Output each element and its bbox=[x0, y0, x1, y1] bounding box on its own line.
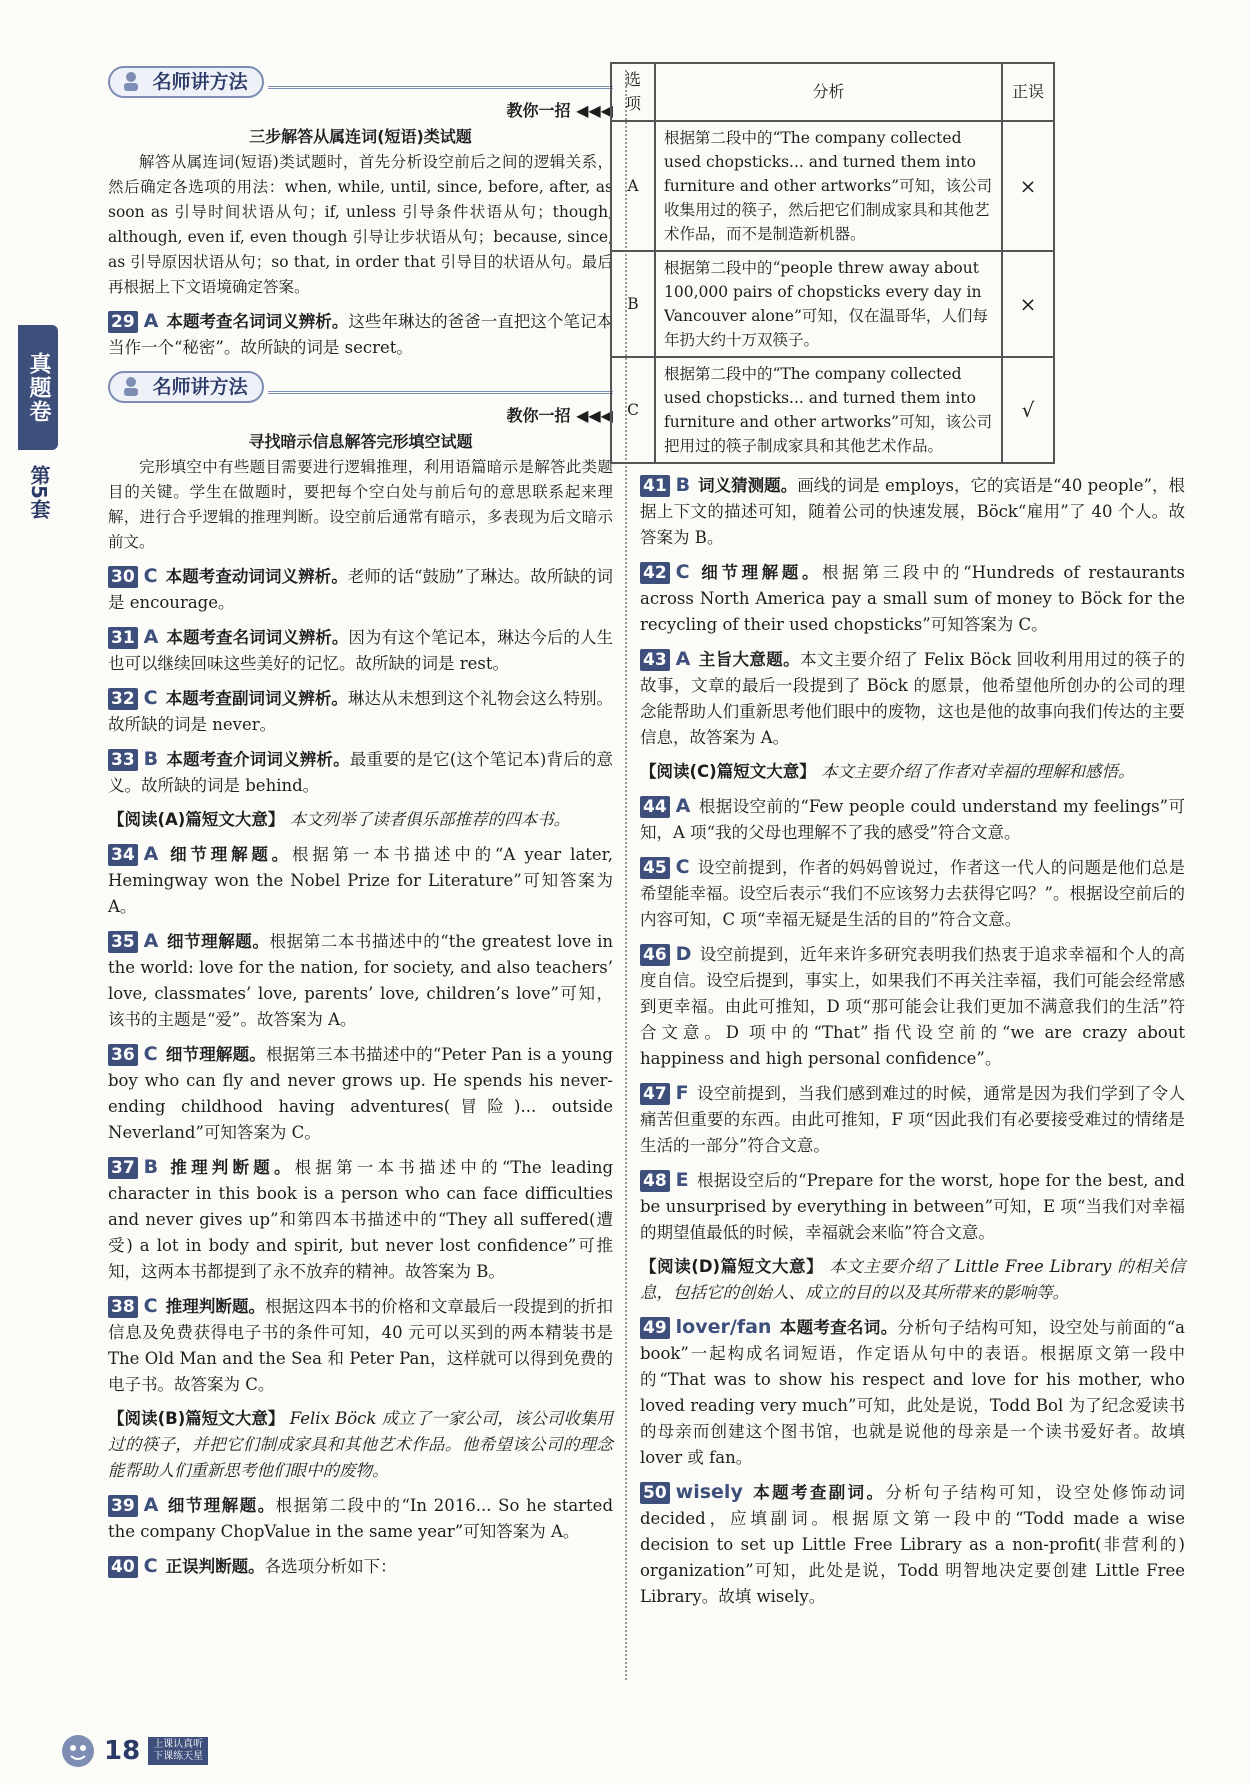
summary-text: 本文主要介绍了 Little Free Library 的相关信息，包括它的创始人、成立的目的以及其所带来的影响等。 bbox=[640, 1257, 1185, 1302]
q-explanation: 分析句子结构可知，设空处修饰动词 decided，应填副词。根据原文第一段中的“Todd made a wise decision to set up Little Free Library as a non-profit(非营利的) organization”可知，此处是说，Todd 明智地决定要创建 Little Free Library。故填 wisely。 bbox=[640, 1483, 1186, 1606]
q-number: 32 bbox=[108, 688, 138, 710]
tip1-teach: 教你一招 ◀◀◀ bbox=[506, 101, 613, 120]
q-explanation: 根据第一本书描述中的“The leading character in this book is a person who can face difficulties and never gives up”和第四本书描述中的“They all suffered(遭受) a lot in body and spirit, but never lost confidence”可推知，这两本书都提到了永不放弃的精神。故答案为 B。 bbox=[108, 1158, 614, 1281]
answer-29 bbox=[108, 308, 613, 361]
row-option: C bbox=[611, 357, 655, 463]
q-type: 词义猜测题。 bbox=[698, 476, 798, 495]
q-answer: C bbox=[143, 1295, 158, 1317]
q-number: 38 bbox=[108, 1296, 138, 1318]
q-number: 43 bbox=[640, 649, 670, 671]
q-answer: C bbox=[143, 565, 158, 587]
q-answer: B bbox=[143, 748, 159, 770]
q-type: 本题考查动词词义辨析。 bbox=[165, 567, 348, 586]
q-type: 细节理解题。 bbox=[697, 563, 823, 582]
summary-text: 本文主要介绍了作者对幸福的理解和感悟。 bbox=[820, 762, 1135, 781]
q-explanation: 分析句子结构可知，设空处与前面的“a book”一起构成名词短语，作定语从句中的表语。根据原文第一段中的“That was to show his respect and love for his mother, who loved reading very much”可知，此处是说，Todd Bol 为了纪念爱读书的母亲而创建这个图书馆，也就是说他的母亲是一个读书爱好者。故填 lover 或 fan。 bbox=[640, 1318, 1185, 1467]
tip1-title: 三步解答从属连词(短语)类试题 bbox=[249, 127, 472, 146]
q-type: 本题考查名词。 bbox=[779, 1318, 898, 1337]
q-explanation: 琳达从未想到这个礼物会这么特别。故所缺的词是 never。 bbox=[108, 689, 614, 734]
q-answer: E bbox=[675, 1169, 689, 1191]
summary-text: 本文列举了读者俱乐部推荐的四本书。 bbox=[289, 810, 571, 829]
answer-34 bbox=[108, 841, 613, 920]
q-type: 本题考查介词词义辨析。 bbox=[166, 750, 350, 769]
q-type: 细节理解题。 bbox=[166, 1496, 276, 1515]
q-number: 48 bbox=[640, 1170, 670, 1192]
tip2-header bbox=[108, 371, 613, 403]
q-type: 细节理解题。 bbox=[166, 845, 292, 864]
table-row bbox=[611, 357, 1054, 463]
answer-46 bbox=[640, 941, 1185, 1072]
summary-title: 【阅读(D)篇短文大意】 bbox=[640, 1257, 824, 1276]
q-number: 39 bbox=[108, 1495, 138, 1517]
q-explanation: 设空前提到，作者的妈妈曾说过，作者这一代人的问题是他们总是希望能幸福。设空后表示“我们不应该努力去获得它吗？”。根据设空前后的内容可知，C 项“幸福无疑是生活的目的”符合文意。 bbox=[640, 858, 1185, 929]
answer-32 bbox=[108, 685, 613, 738]
q-number: 40 bbox=[108, 1556, 138, 1578]
tip2-body: 完形填空中有些题目需要进行逻辑推理，利用语篇暗示是解答此类题目的关键。学生在做题时，要把每个空白处与前后句的意思联系起来理解，进行合乎逻辑的推理判断。设空前后通常有暗示，多表现为后文暗示前文。 bbox=[108, 458, 613, 551]
answer-37 bbox=[108, 1154, 613, 1285]
left-column bbox=[108, 62, 613, 1580]
answer-38 bbox=[108, 1293, 613, 1398]
teacher-icon bbox=[120, 375, 142, 397]
q-type: 推理判断题。 bbox=[165, 1297, 266, 1316]
q-type: 细节理解题。 bbox=[165, 1045, 266, 1064]
answer-33 bbox=[108, 746, 613, 799]
answer-35 bbox=[108, 928, 613, 1033]
q-type: 主旨大意题。 bbox=[698, 650, 801, 669]
q-explanation: 这些年琳达的爸爸一直把这个笔记本当作一个“秘密”。故所缺的词是 secret。 bbox=[108, 312, 614, 357]
summary-title: 【阅读(B)篇短文大意】 bbox=[108, 1409, 285, 1428]
q-explanation: 根据设空前的“Few people could understand my feelings”可知，A 项“我的父母也理解不了我的感受”符合文意。 bbox=[640, 797, 1185, 842]
q-number: 47 bbox=[640, 1083, 670, 1105]
q-explanation: 设空前提到，当我们感到难过的时候，通常是因为我们学到了令人痛苦但重要的东西。由此可推知，F 项“因此我们有必要接受难过的情绪是生活的一部分”符合文意。 bbox=[640, 1084, 1185, 1155]
summary-title: 【阅读(A)篇短文大意】 bbox=[108, 810, 285, 829]
tip2-badge-text: 名师讲方法 bbox=[152, 376, 248, 398]
header-verdict: 正误 bbox=[1002, 63, 1054, 121]
q-answer: C bbox=[143, 687, 158, 709]
tip2-title: 寻找暗示信息解答完形填空试题 bbox=[248, 432, 473, 451]
q-answer: B bbox=[675, 474, 691, 496]
q-number: 50 bbox=[640, 1482, 670, 1504]
footer-slogan bbox=[148, 1737, 208, 1765]
answer-36 bbox=[108, 1041, 613, 1146]
page-number: 18 bbox=[104, 1736, 141, 1766]
tip2-badge bbox=[108, 371, 264, 403]
answer-39 bbox=[108, 1492, 613, 1545]
q-number: 29 bbox=[108, 311, 138, 333]
answer-31 bbox=[108, 624, 613, 677]
q-number: 46 bbox=[640, 944, 670, 966]
row-verdict: × bbox=[1002, 121, 1054, 251]
tip2-teach: 教你一招 ◀◀◀ bbox=[506, 406, 613, 425]
q-explanation: 根据第三本书描述中的“Peter Pan is a young boy who can fly and never grows up. He spends his never-ending childhood having adventures(冒险)... outside Neverland”可知答案为 C。 bbox=[108, 1045, 613, 1142]
answer-41 bbox=[640, 472, 1185, 551]
q-explanation: 本文主要介绍了 Felix Böck 回收利用用过的筷子的故事，文章的最后一段提到了 Böck 的愿景，他希望他所创办的公司的理念能帮助人们重新思考他们眼中的废物，这也是他的故事向我们传达的主要信息，故答案为 A。 bbox=[640, 650, 1185, 747]
summary-title: 【阅读(C)篇短文大意】 bbox=[640, 762, 816, 781]
header-analysis: 分析 bbox=[655, 63, 1002, 121]
q-type: 本题考查副词。 bbox=[750, 1483, 886, 1502]
q-explanation: 根据第三段中的“Hundreds of restaurants across North America pay a small sum of money to Böck for the recycling of their used chopsticks”可知答案为 C。 bbox=[640, 563, 1185, 634]
q-answer: A bbox=[143, 310, 159, 332]
q-number: 49 bbox=[640, 1317, 670, 1339]
q-answer: C bbox=[675, 856, 690, 878]
answer-45 bbox=[640, 854, 1185, 933]
q-answer: A bbox=[143, 843, 159, 865]
row-analysis: 根据第二段中的“The company collected used chopsticks... and turned them into furniture and other artworks”可知，该公司把用过的筷子制成家具和其他艺术作品。 bbox=[655, 357, 1002, 463]
tip1-badge bbox=[108, 66, 264, 98]
right-column bbox=[624, 62, 1186, 1610]
q-answer: A bbox=[675, 648, 691, 670]
q-explanation: 设空前提到，近年来许多研究表明我们热衷于追求幸福和个人的高度自信。设空后提到，事实上，如果我们不再关注幸福，我们可能会经常感到更幸福。由此可推知，D 项“那可能会让我们更加不满意我们的生活”符合文意。D 项中的“That”指代设空前的“we are crazy about happiness and high personal confidence”。 bbox=[640, 945, 1185, 1068]
q-explanation: 最重要的是它(这个笔记本)背后的意义。故所缺的词是 behind。 bbox=[108, 750, 614, 795]
q-explanation: 画线的词是 employs，它的宾语是“40 people”，根据上下文的描述可知，随着公司的快速发展，Böck“雇用”了 40 个人。故答案为 B。 bbox=[640, 476, 1185, 547]
answer-49 bbox=[640, 1314, 1185, 1471]
tip2-rule bbox=[268, 381, 613, 394]
summary-text: Felix Böck 成立了一家公司，该公司收集用过的筷子，并把它们制成家具和其他艺术作品。他希望该公司的理念能帮助人们重新思考他们眼中的废物。 bbox=[108, 1409, 613, 1480]
slogan-line-1: 上课认真听 bbox=[153, 1739, 204, 1750]
q-answer: A bbox=[143, 1494, 159, 1516]
row-verdict: × bbox=[1002, 251, 1054, 357]
q-type: 推理判断题。 bbox=[166, 1158, 295, 1177]
q-answer: wisely bbox=[675, 1481, 743, 1503]
q-answer: A bbox=[675, 795, 691, 817]
teacher-icon bbox=[120, 70, 142, 92]
q-explanation: 根据第一本书描述中的“A year later, Hemingway won the Nobel Prize for Literature”可知答案为 A。 bbox=[108, 845, 614, 916]
q-number: 31 bbox=[108, 627, 138, 649]
summary-b bbox=[108, 1406, 613, 1484]
q-answer: C bbox=[143, 1043, 158, 1065]
analysis-table bbox=[610, 62, 1055, 464]
mascot-logo-icon bbox=[60, 1733, 96, 1769]
answer-44 bbox=[640, 793, 1185, 846]
q-explanation: 根据这四本书的价格和文章最后一段提到的折扣信息及免费获得电子书的条件可知，40 元可以买到的两本精装书是 The Old Man and the Sea 和 Peter Pan，这样就可以得到免费的电子书。故答案为 C。 bbox=[108, 1297, 614, 1394]
row-option: B bbox=[611, 251, 655, 357]
row-analysis: 根据第二段中的“people threw away about 100,000 pairs of chopsticks every day in Vancouver alone”可知，仅在温哥华，人们每年扔大约十万双筷子。 bbox=[655, 251, 1002, 357]
summary-d bbox=[640, 1254, 1185, 1306]
table-row bbox=[611, 121, 1054, 251]
answer-43 bbox=[640, 646, 1185, 751]
q-answer: A bbox=[143, 626, 159, 648]
q-explanation: 老师的话“鼓励”了琳达。故所缺的词是 encourage。 bbox=[108, 567, 614, 612]
q-answer: C bbox=[143, 1555, 158, 1577]
q-type: 细节理解题。 bbox=[166, 932, 270, 951]
q-explanation: 根据设空后的“Prepare for the worst, hope for the best, and be unsurprised by everything in between”可知，E 项“当我们对幸福的期望值最低的时候，幸福就会来临”符合文意。 bbox=[640, 1171, 1185, 1242]
answer-48 bbox=[640, 1167, 1185, 1246]
q-number: 45 bbox=[640, 857, 670, 879]
q-answer: C bbox=[675, 561, 690, 583]
q-explanation: 根据第二本书描述中的“the greatest love in the world: love for the nation, for society, and also teachers’ love, classmates’ love, parents’ love, children’s love”可知，该书的主题是“爱”。故答案为 A。 bbox=[108, 932, 613, 1029]
q-type: 本题考查名词词义辨析。 bbox=[166, 312, 349, 331]
answer-40 bbox=[108, 1553, 613, 1580]
side-tab bbox=[18, 325, 58, 450]
q-answer: D bbox=[675, 943, 692, 965]
q-type: 本题考查副词词义辨析。 bbox=[165, 689, 348, 708]
tip1-header bbox=[108, 66, 613, 98]
q-number: 33 bbox=[108, 749, 138, 771]
summary-a bbox=[108, 807, 613, 833]
q-number: 34 bbox=[108, 844, 138, 866]
page-footer bbox=[60, 1730, 208, 1772]
row-analysis: 根据第二段中的“The company collected used chopsticks... and turned them into furniture and other artworks”可知，该公司收集用过的筷子，然后把它们制成家具和其他艺术作品，而不是制造新机器。 bbox=[655, 121, 1002, 251]
q-answer: B bbox=[143, 1156, 159, 1178]
row-option: A bbox=[611, 121, 655, 251]
q-number: 42 bbox=[640, 562, 670, 584]
set-label: 第5套 bbox=[27, 465, 51, 519]
side-tab-label: 真题卷 bbox=[26, 351, 51, 424]
q-answer: A bbox=[143, 930, 159, 952]
q-type: 正误判断题。 bbox=[165, 1557, 265, 1576]
tip1-body: 解答从属连词(短语)类试题时，首先分析设空前后之间的逻辑关系，然后确定各选项的用法：when, while, until, since, before, after, as soon as 引导时间状语从句；if, unless 引导条件状语从句；though, although, even if, even though 引导让步状语从句；because, since, as 引导原因状语从句；so that, in order that 引导目的状语从句。最后再根据上下文语境确定答案。 bbox=[108, 153, 613, 296]
table-header-row bbox=[611, 63, 1054, 121]
q-answer: F bbox=[675, 1082, 689, 1104]
q-explanation: 根据第二段中的“In 2016... So he started the company ChopValue in the same year”可知答案为 A。 bbox=[108, 1496, 614, 1541]
answer-47 bbox=[640, 1080, 1185, 1159]
tip1-badge-text: 名师讲方法 bbox=[152, 71, 248, 93]
q-explanation: 因为有这个笔记本，琳达今后的人生也可以继续回味这些美好的记忆。故所缺的词是 rest。 bbox=[108, 628, 614, 673]
tip1-rule bbox=[268, 76, 613, 89]
q-number: 35 bbox=[108, 931, 138, 953]
row-verdict: √ bbox=[1002, 357, 1054, 463]
table-row bbox=[611, 251, 1054, 357]
summary-c bbox=[640, 759, 1185, 785]
q-type: 本题考查名词词义辨析。 bbox=[166, 628, 349, 647]
q-number: 36 bbox=[108, 1044, 138, 1066]
answer-42 bbox=[640, 559, 1185, 638]
q-explanation: 各选项分析如下： bbox=[264, 1557, 397, 1576]
header-option: 选项 bbox=[611, 63, 655, 121]
slogan-line-2: 下课练天星 bbox=[153, 1751, 204, 1762]
q-number: 41 bbox=[640, 475, 670, 497]
q-number: 37 bbox=[108, 1157, 138, 1179]
q-number: 30 bbox=[108, 566, 138, 588]
q-number: 44 bbox=[640, 796, 670, 818]
answer-50 bbox=[640, 1479, 1185, 1610]
q-answer: lover/fan bbox=[675, 1316, 772, 1338]
answer-30 bbox=[108, 563, 613, 616]
